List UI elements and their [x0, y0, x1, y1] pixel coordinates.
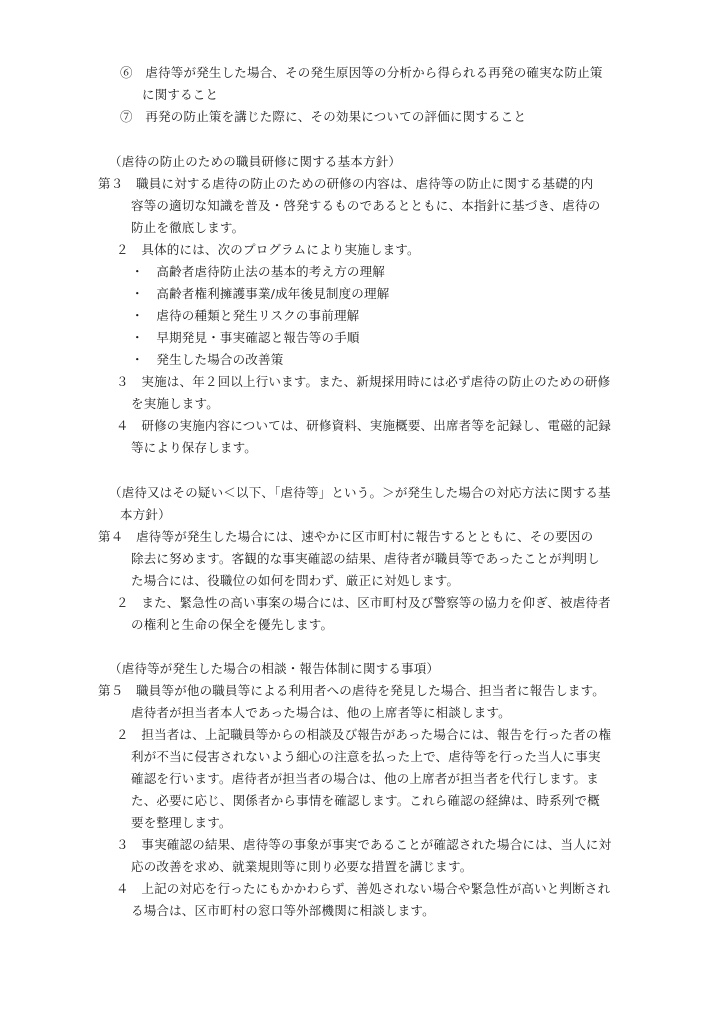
article-3-para-3-line-1: ３ 実施は、年２回以上行います。また、新規採用時には必ず虐待の防止のための研修: [116, 374, 611, 389]
article-5-para-3-line-2: 応の改善を求め、就業規則等に則り必要な措置を講じます。: [131, 859, 473, 874]
article-3-para-3-line-2: を実施します。: [131, 396, 219, 411]
article-4-line-1: 第４ 虐待等が発生した場合には、速やかに区市町村に報告するとともに、その要因の: [98, 529, 594, 544]
heading-response-policy-line-2: 本方針）: [120, 507, 171, 522]
article-3-line-3: 防止を徹底します。: [131, 220, 245, 235]
program-bullet-5: ・ 発生した場合の改善策: [131, 352, 284, 367]
heading-response-policy-line-1: （虐待又はその疑い＜以下、「虐待等」という。＞が発生した場合の対応方法に関する基: [109, 485, 611, 500]
article-5-line-2: 虐待者が担当者本人であった場合は、他の上席者等に相談します。: [131, 705, 511, 720]
article-5-para-2-line-2: 利が不当に侵害されないよう細心の注意を払った上で、虐待等を行った当人に事実: [131, 749, 601, 764]
article-5-para-3-line-1: ３ 事実確認の結果、虐待等の事象が事実であることが確認された場合には、当人に対: [116, 837, 612, 852]
article-3-line-1: 第３ 職員に対する虐待の防止のための研修の内容は、虐待等の防止に関する基礎的内: [98, 176, 594, 191]
article-3-para-4-line-1: ４ 研修の実施内容については、研修資料、実施概要、出席者等を記録し、電磁的記録: [116, 418, 612, 433]
article-5-para-2-line-3: 確認を行います。虐待者が担当者の場合は、他の上席者が担当者を代行します。ま: [131, 771, 599, 786]
program-bullet-2: ・ 高齢者権利擁護事業/成年後見制度の理解: [131, 286, 390, 301]
program-bullet-4: ・ 早期発見・事実確認と報告等の手順: [131, 330, 360, 345]
article-5-line-1: 第５ 職員等が他の職員等による利用者への虐待を発見した場合、担当者に報告します。: [98, 683, 606, 698]
item-6-line-2: に関すること: [142, 87, 219, 102]
item-7-line: ⑦ 再発の防止策を講じた際に、その効果についての評価に関すること: [120, 109, 527, 124]
article-5-para-2-line-5: 要を整理します。: [131, 815, 232, 830]
article-3-para-2: ２ 具体的には、次のプログラムにより実施します。: [116, 242, 420, 257]
heading-training-policy: （虐待の防止のための職員研修に関する基本方針）: [109, 154, 402, 169]
heading-reporting-system: （虐待等が発生した場合の相談・報告体制に関する事項）: [109, 661, 440, 676]
article-4-line-2: 除去に努めます。客観的な事実確認の結果、虐待者が職員等であったことが判明し: [131, 551, 600, 566]
program-bullet-3: ・ 虐待の種類と発生リスクの事前理解: [131, 308, 360, 323]
article-4-para-2-line-2: の権利と生命の保全を優先します。: [131, 617, 334, 632]
article-3-line-2: 容等の適切な知識を普及・啓発するものであるとともに、本指針に基づき、虐待の: [131, 198, 601, 213]
article-4-para-2-line-1: ２ また、緊急性の高い事案の場合には、区市町村及び警察等の協力を仰ぎ、被虐待者: [116, 595, 611, 610]
program-bullet-1: ・ 高齢者虐待防止法の基本的考え方の理解: [131, 264, 386, 279]
article-3-para-4-line-2: 等により保存します。: [131, 440, 258, 455]
article-5-para-2-line-4: た、必要に応じ、関係者から事情を確認します。これら確認の経緯は、時系列で概: [131, 793, 600, 808]
article-5-para-4-line-1: ４ 上記の対応を行ったにもかかわらず、善処されない場合や緊急性が高いと判断され: [116, 881, 611, 896]
article-5-para-2-line-1: ２ 担当者は、上記職員等からの相談及び報告があった場合には、報告を行った者の権: [116, 727, 612, 742]
item-6-line-1: ⑥ 虐待等が発生した場合、その発生原因等の分析から得られる再発の確実な防止策: [120, 65, 603, 80]
article-5-para-4-line-2: る場合は、区市町村の窓口等外部機関に相談します。: [131, 903, 435, 918]
article-4-line-3: た場合には、役職位の如何を問わず、厳正に対処します。: [131, 573, 460, 588]
